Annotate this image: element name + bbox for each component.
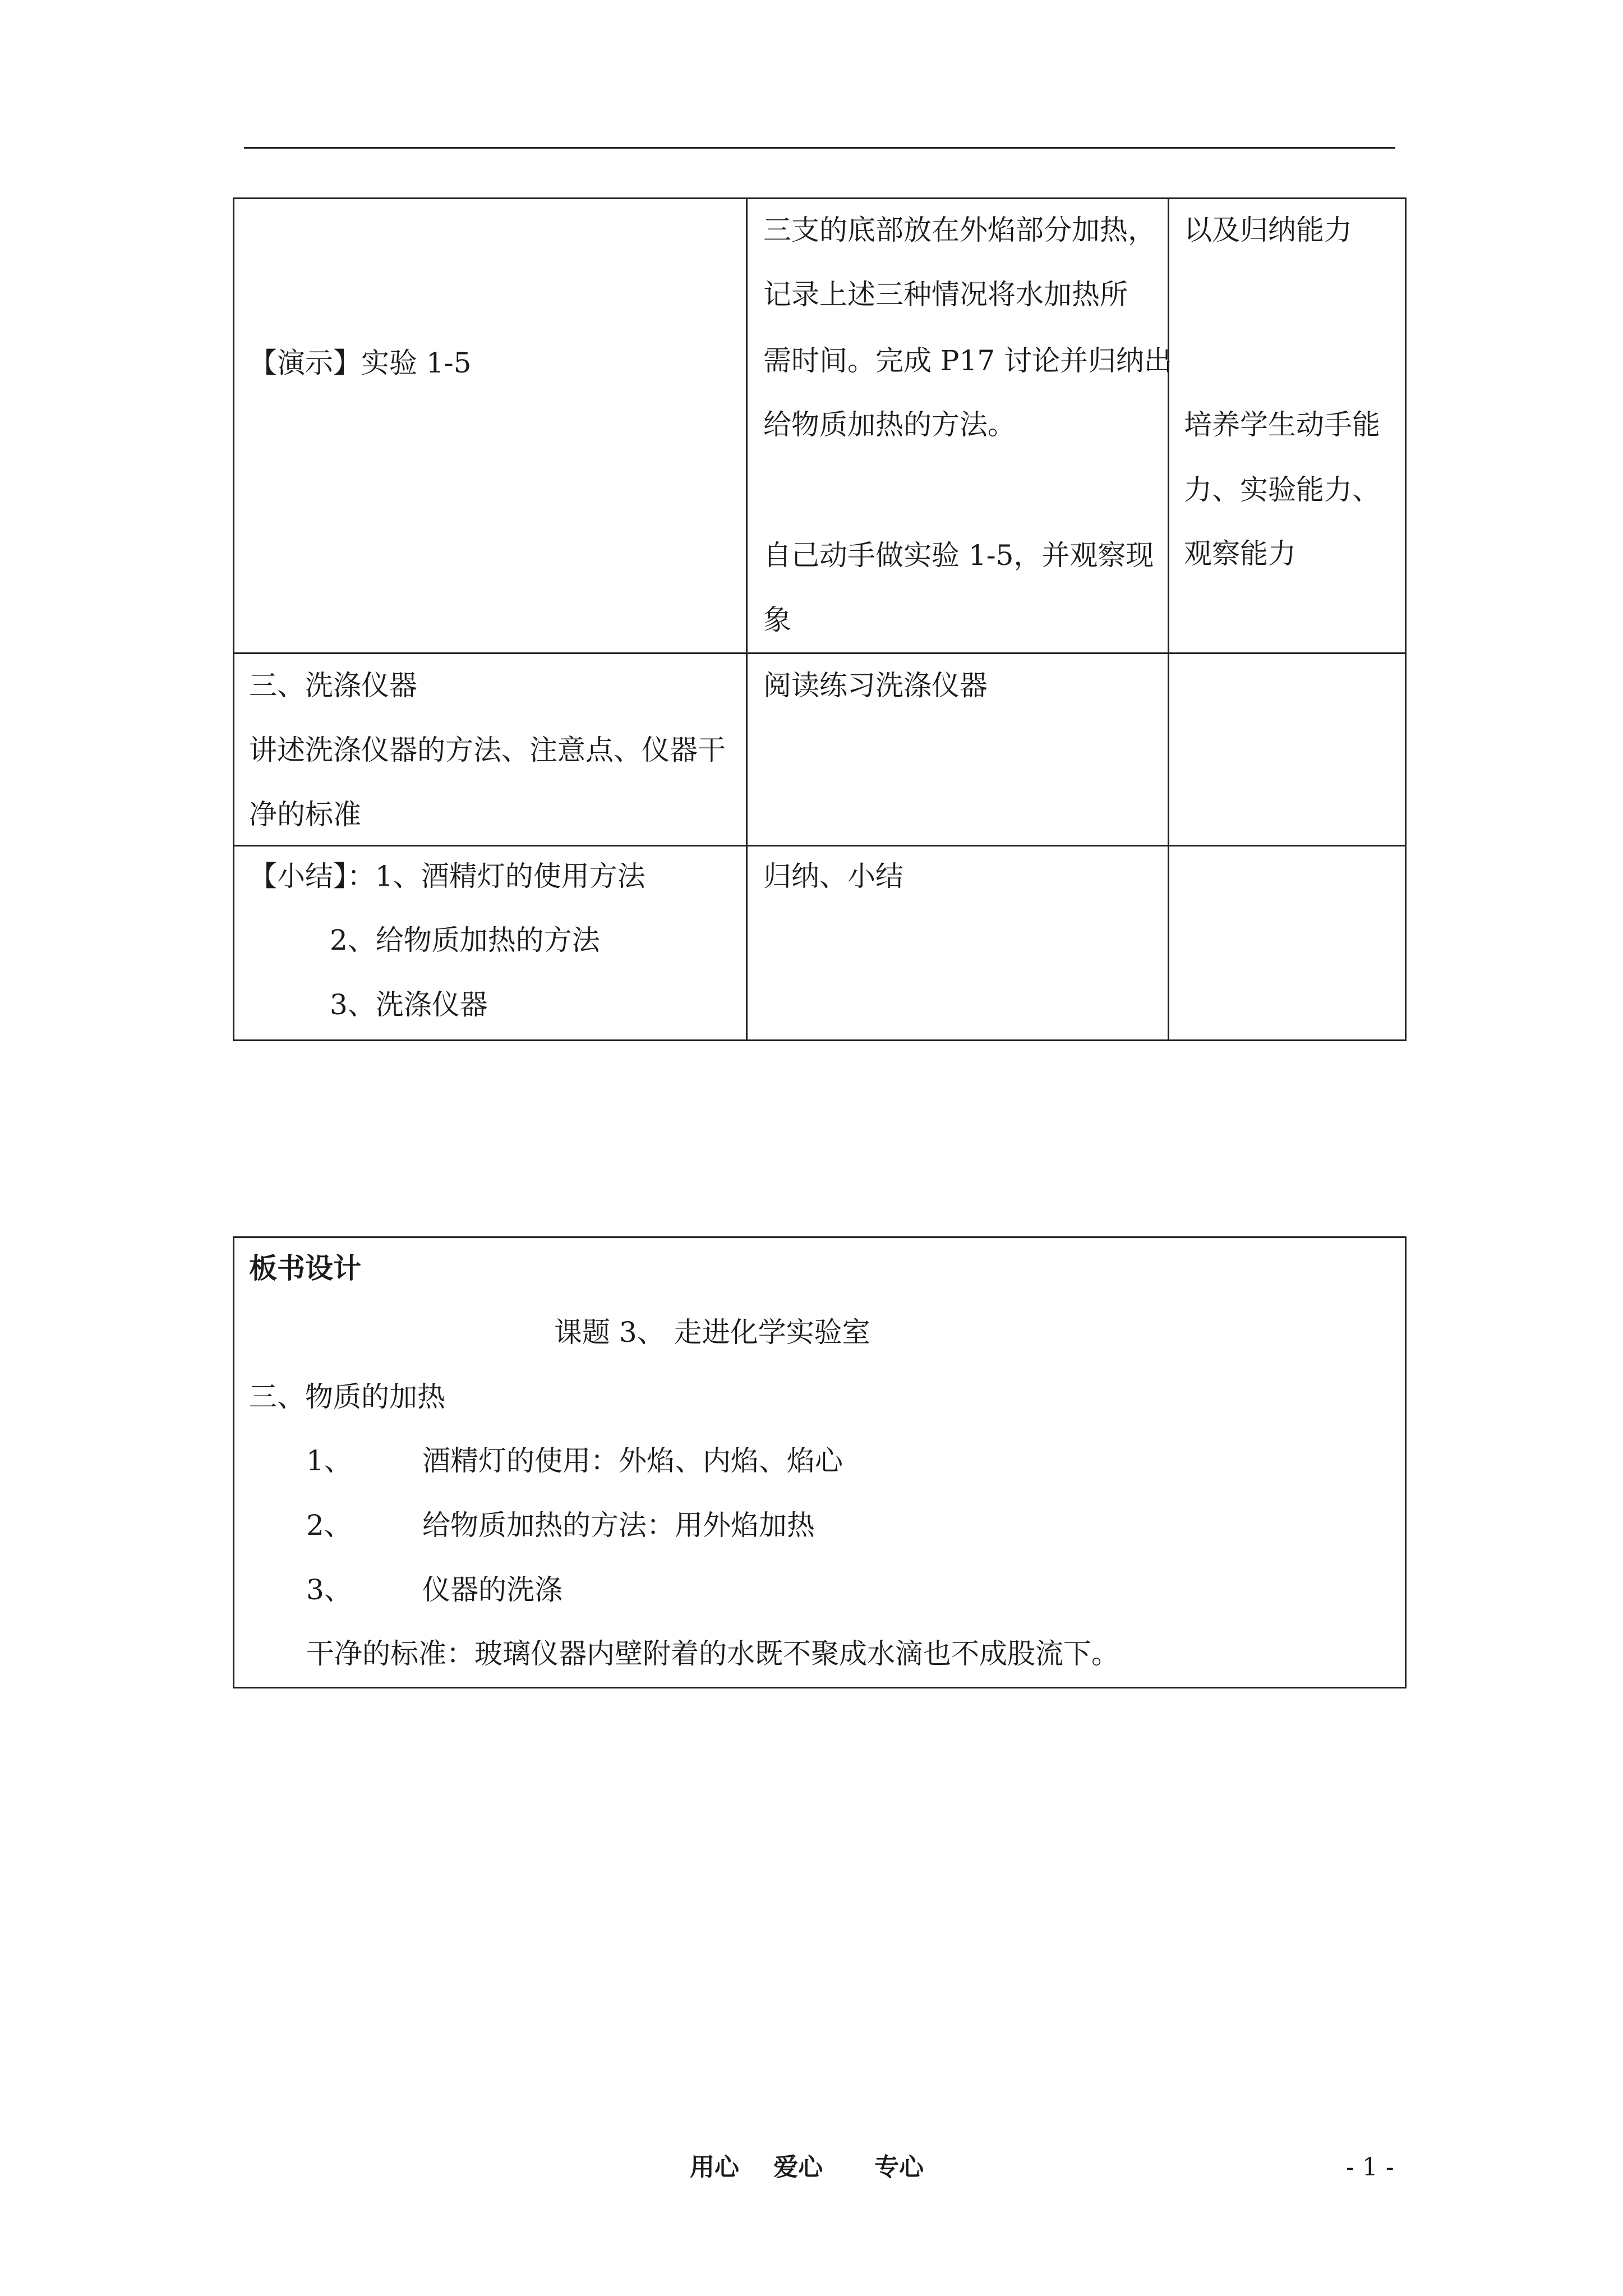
teacher-activity-cell — [234, 654, 746, 845]
cell-text: 【演示】实验 1-5 — [249, 347, 472, 379]
table-row — [234, 199, 1405, 652]
teacher-activity-cell — [234, 199, 746, 652]
item-number: 1、 — [306, 1444, 352, 1477]
cell-text: 三支的底部放在外焰部分加热， — [763, 214, 1156, 246]
cell-text: 观察能力 — [1184, 537, 1296, 570]
student-activity-cell — [746, 654, 1168, 845]
item-text: 酒精灯的使用：外焰、内焰、焰心 — [422, 1444, 843, 1477]
student-activity-cell — [746, 846, 1168, 1039]
board-design-box — [233, 1236, 1407, 1688]
cell-text: 3、洗涤仪器 — [330, 988, 488, 1021]
board-note: 干净的标准：玻璃仪器内壁附着的水既不聚成水滴也不成股流下。 — [306, 1637, 1119, 1670]
cell-text: 培养学生动手能 — [1184, 408, 1380, 441]
board-heading: 板书设计 — [249, 1251, 361, 1285]
board-title: 课题 3、 走进化学实验室 — [554, 1316, 870, 1349]
cell-text: 归纳、小结 — [763, 860, 903, 892]
cell-text: 净的标准 — [249, 798, 361, 831]
cell-text: 讲述洗涤仪器的方法、注意点、仪器干 — [249, 734, 726, 766]
item-text: 仪器的洗涤 — [422, 1573, 562, 1606]
table-row — [234, 652, 1405, 845]
table-row — [234, 845, 1405, 1039]
item-number: 3、 — [306, 1573, 352, 1606]
page-number: - 1 - — [1346, 2153, 1394, 2182]
cell-text: 记录上述三种情况将水加热所 — [763, 278, 1128, 311]
student-activity-cell — [746, 199, 1173, 652]
cell-text: 三、洗涤仪器 — [249, 669, 417, 702]
cell-text: 给物质加热的方法。 — [763, 408, 1016, 441]
cell-text: 象 — [763, 604, 791, 636]
teacher-activity-cell — [234, 846, 746, 1039]
cell-text: 【小结】：1、酒精灯的使用方法 — [249, 860, 645, 892]
intent-cell — [1168, 199, 1405, 652]
cell-text: 阅读练习洗涤仪器 — [763, 669, 988, 702]
item-number: 2、 — [306, 1509, 352, 1542]
cell-text: 需时间。完成 P17 讨论并归纳出 — [763, 344, 1173, 377]
cell-text: 力、实验能力、 — [1184, 473, 1380, 506]
intent-cell — [1168, 846, 1405, 1039]
intent-cell — [1168, 654, 1405, 845]
board-section: 三、物质的加热 — [249, 1381, 445, 1413]
lesson-table — [233, 197, 1407, 1041]
cell-text: 2、给物质加热的方法 — [330, 924, 600, 956]
cell-text: 以及归纳能力 — [1184, 214, 1352, 246]
item-text: 给物质加热的方法：用外焰加热 — [422, 1509, 815, 1542]
footer-motto: 用心 爱心 专心 — [690, 2153, 924, 2182]
cell-text: 自己动手做实验 1-5，并观察现 — [763, 539, 1154, 572]
header-rule — [244, 147, 1395, 149]
